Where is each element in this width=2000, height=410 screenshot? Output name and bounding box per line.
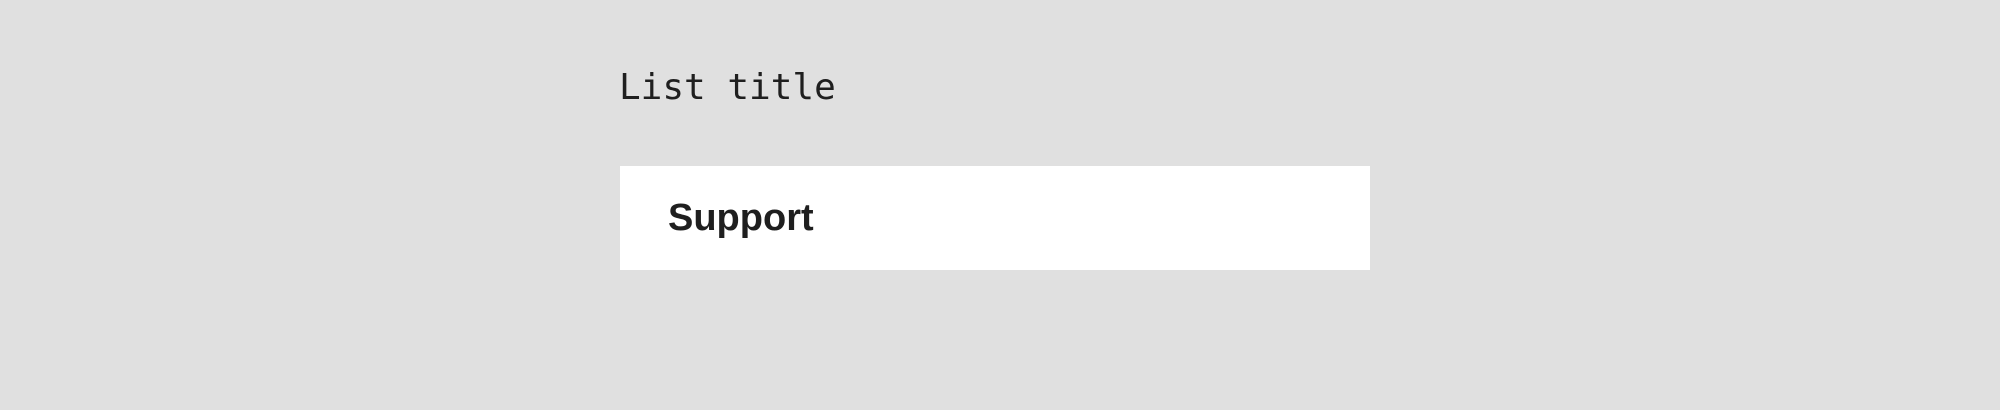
list-card (620, 166, 1370, 270)
list-item-support[interactable] (620, 166, 1370, 270)
list-title: List title (619, 67, 836, 108)
list-item-label: Support (668, 197, 814, 239)
